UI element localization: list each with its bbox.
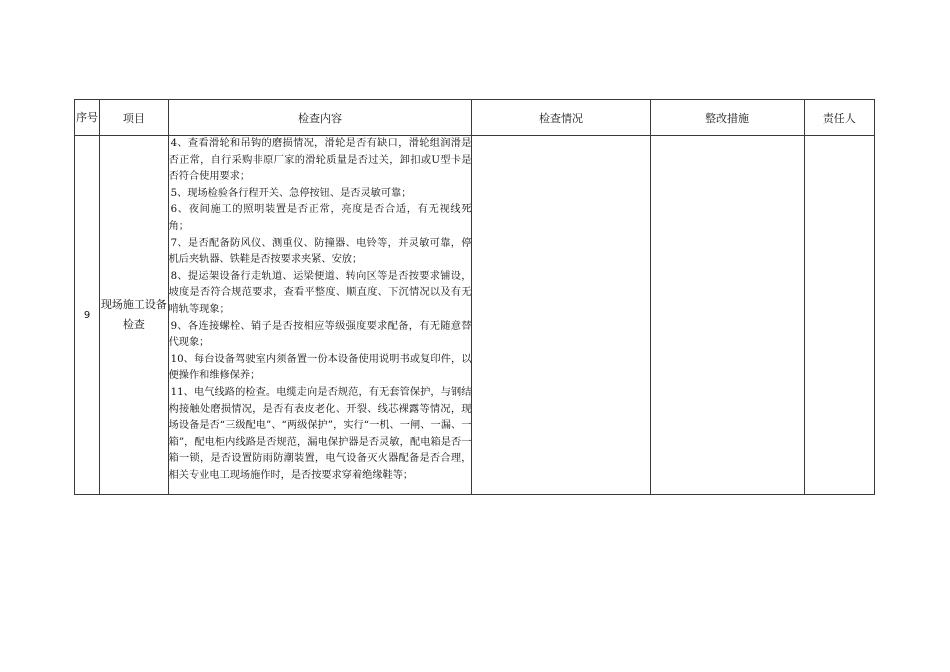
- content-line: 7、是否配备防风仪、测重仪、防撞器、电铃等，并灵敏可靠，停机后夹轨器、铁鞋是否按要求夹紧、安放；: [168, 237, 472, 266]
- content-line: 11、电气线路的检查。电缆走向是否规范，有无套管保护，与钢结构接触处磨损情况，是否有表皮老化、开裂、线芯裸露等情况，现场设备是否“三级配电”、“两级保护”，实行“一机、一闸、一漏、一箱”，配电柜内线路是否规范，漏电保护器是否灵敏，配电箱是否一箱一锁，是否设置防雨防潮装置，电气设备灭火器配备是否合理，相关专业电工现场施作时，是否按要求穿着绝缘鞋等；: [168, 386, 472, 481]
- content-line: 8、提运架设备行走轨道、运梁便道、转向区等是否按要求铺设，坡度是否符合规范要求，查看平整度、顺直度、下沉情况以及有无啃轨等现象；: [168, 270, 472, 315]
- header-seq: [75, 100, 100, 136]
- content-line: 9、各连接螺栓、销子是否按相应等级强度要求配备，有无随意替代现象；: [168, 320, 472, 349]
- row-owner: [804, 136, 874, 495]
- table-row: [75, 136, 875, 495]
- inspection-table: [74, 99, 875, 495]
- row-measures: [650, 136, 804, 495]
- header-content: 检查内容: [168, 100, 472, 136]
- content-line: 5、现场检验各行程开关、急停按钮、是否灵敏可靠；: [170, 187, 412, 199]
- header-item: 项目: [100, 100, 168, 136]
- header-row: [75, 100, 875, 136]
- header-seq-label: 序号: [76, 110, 99, 124]
- header-owner: 责任人: [804, 100, 874, 136]
- row-content: [168, 136, 472, 495]
- content-line: 4、查看滑轮和吊钩的磨损情况，滑轮是否有缺口，滑轮组润滑是否正常，自行采购非原厂家的滑轮质量是否过关，卸扣或U型卡是否符合使用要求；: [168, 138, 472, 183]
- row-seq: 9: [75, 136, 100, 495]
- header-measures: 整改措施: [650, 100, 804, 136]
- row-status: [472, 136, 650, 495]
- row-item: 现场施工设备检查: [100, 136, 168, 495]
- content-line: 6、夜间施工的照明装置是否正常，亮度是否合适，有无视线死角；: [168, 204, 472, 232]
- header-status: 检查情况: [472, 100, 650, 136]
- content-line: 10、每台设备驾驶室内须备置一份本设备使用说明书或复印件，以便操作和维修保养；: [168, 353, 472, 382]
